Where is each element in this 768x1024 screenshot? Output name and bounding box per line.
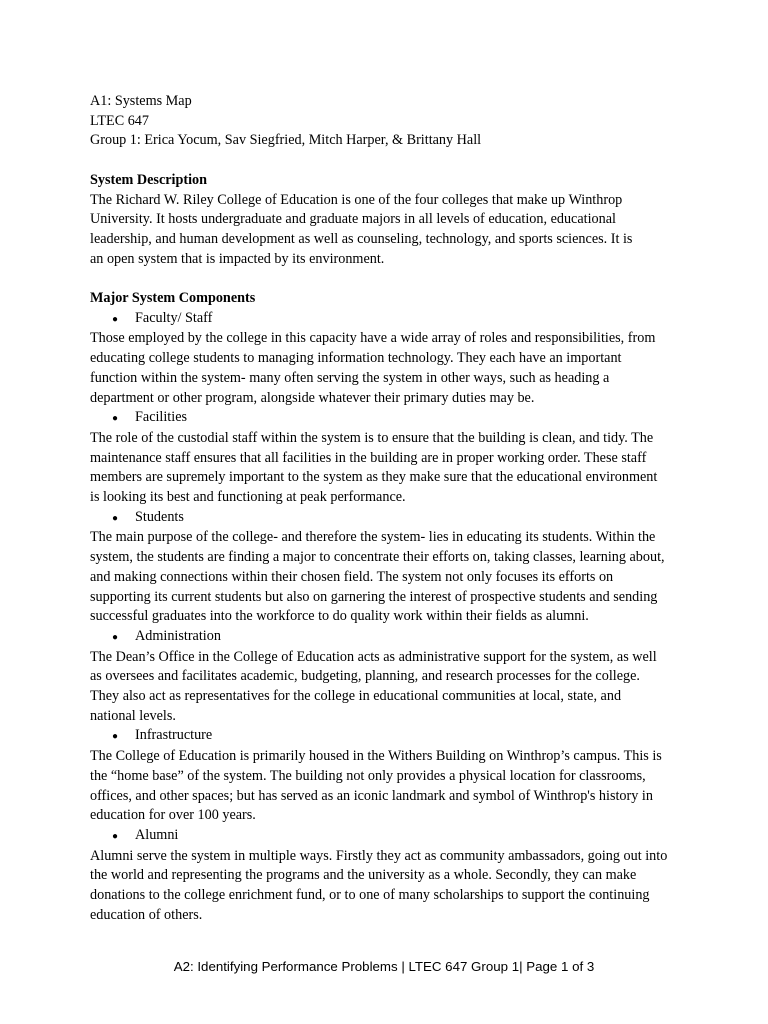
component-infrastructure <box>90 726 680 826</box>
paragraph-line: supporting its current students but also on garnering the interest of prospective students and sending <box>90 588 658 605</box>
component-administration <box>90 627 680 727</box>
paragraph-line: leadership, and human development as well as counseling, technology, and sports sciences. It is <box>90 230 633 247</box>
paragraph-line: The main purpose of the college- and therefore the system- lies in educating its students. Within the <box>90 529 656 546</box>
paragraph-line: They also act as representatives for the college in educational communities at local, state, and <box>90 688 622 705</box>
paragraph-line: members are supremely important to the system as they make sure that the educational environment <box>90 469 658 486</box>
paragraph-line: maintenance staff ensures that all facilities in the building are in proper working order. These staff <box>90 449 647 466</box>
paragraph-line: University. It hosts undergraduate and graduate majors in all levels of education, educational <box>90 211 616 228</box>
bullet-item <box>90 627 680 648</box>
course-code: LTEC 647 <box>90 112 149 129</box>
paragraph-line: department or other program, alongside whatever their primary duties may be. <box>90 389 535 406</box>
spacer <box>90 151 680 171</box>
paragraph-line: educating college students to managing information technology. They each have an important <box>90 350 622 367</box>
paragraph-line: offices, and other spaces; but has served as an iconic landmark and symbol of Winthrop's history in <box>90 787 653 804</box>
bullet-title: Facilities <box>135 409 188 426</box>
bullet-title: Faculty/ Staff <box>135 309 213 326</box>
bullet-item <box>90 309 680 330</box>
paragraph-line: is looking its best and functioning at peak performance. <box>90 489 406 506</box>
component-faculty-staff <box>90 309 680 409</box>
components-heading: Major System Components <box>90 290 256 306</box>
bullet-dot-icon: ● <box>112 731 119 743</box>
paragraph-line: the “home base” of the system. The building not only provides a physical location for classrooms, <box>90 767 646 784</box>
page-footer: A2: Identifying Performance Problems | LTEC 647 Group 1| Page 1 of 3 <box>173 959 595 974</box>
bullet-item <box>90 408 680 429</box>
bullet-dot-icon: ● <box>112 512 119 524</box>
paragraph-line: The Richard W. Riley College of Education is one of the four colleges that make up Winthrop <box>90 191 623 208</box>
bullet-dot-icon: ● <box>112 413 119 425</box>
spacer <box>90 269 680 289</box>
paragraph-line: education for over 100 years. <box>90 807 256 824</box>
group-members: Group 1: Erica Yocum, Sav Siegfried, Mitch Harper, & Brittany Hall <box>90 132 482 149</box>
bullet-item <box>90 508 680 529</box>
bullet-dot-icon: ● <box>112 313 119 325</box>
bullet-title: Infrastructure <box>135 727 213 744</box>
bullet-dot-icon: ● <box>112 631 119 643</box>
bullet-item <box>90 726 680 747</box>
paragraph-line: function within the system- many often serving the system in other ways, such as heading a <box>90 369 610 386</box>
paragraph-line: as oversees and facilitates academic, budgeting, planning, and research processes for the college. <box>90 668 640 685</box>
paragraph-line: donations to the college enrichment fund, or to one of many scholarships to support the continuing <box>90 887 650 904</box>
paragraph-line: The role of the custodial staff within the system is to ensure that the building is clean, and tidy. The <box>90 429 654 446</box>
paragraph-line: The Dean’s Office in the College of Education acts as administrative support for the system, as well <box>90 648 657 665</box>
system-description-heading: System Description <box>90 171 208 188</box>
bullet-item <box>90 826 680 847</box>
paragraph-line: successful graduates into the workforce to do quality work within their fields as alumni. <box>90 608 589 625</box>
paragraph-line: system, the students are finding a major to concentrate their efforts on, taking classes, learning about, <box>90 549 665 566</box>
paragraph-line: Those employed by the college in this capacity have a wide array of roles and responsibilities, from <box>90 330 656 347</box>
paragraph-line: and making connections within their chosen field. The system not only focuses its efforts on <box>90 568 614 585</box>
component-facilities <box>90 408 680 508</box>
paragraph-line: an open system that is impacted by its environment. <box>90 250 385 267</box>
component-alumni <box>90 826 680 926</box>
bullet-title: Alumni <box>135 826 179 843</box>
document-body <box>90 92 680 926</box>
bullet-title: Administration <box>135 627 221 644</box>
paragraph-line: the world and representing the programs and the university as a whole. Secondly, they can make <box>90 867 637 884</box>
paragraph-line: The College of Education is primarily housed in the Withers Building on Winthrop’s campus. This is <box>90 748 662 765</box>
system-description-paragraph <box>90 191 680 270</box>
bullet-dot-icon: ● <box>112 830 119 842</box>
assignment-title: A1: Systems Map <box>90 93 192 109</box>
paragraph-line: national levels. <box>90 707 176 724</box>
component-students <box>90 508 680 627</box>
paragraph-line: education of others. <box>90 906 203 923</box>
bullet-title: Students <box>135 508 184 525</box>
paragraph-line: Alumni serve the system in multiple ways. Firstly they act as community ambassadors, going out into <box>90 847 668 864</box>
